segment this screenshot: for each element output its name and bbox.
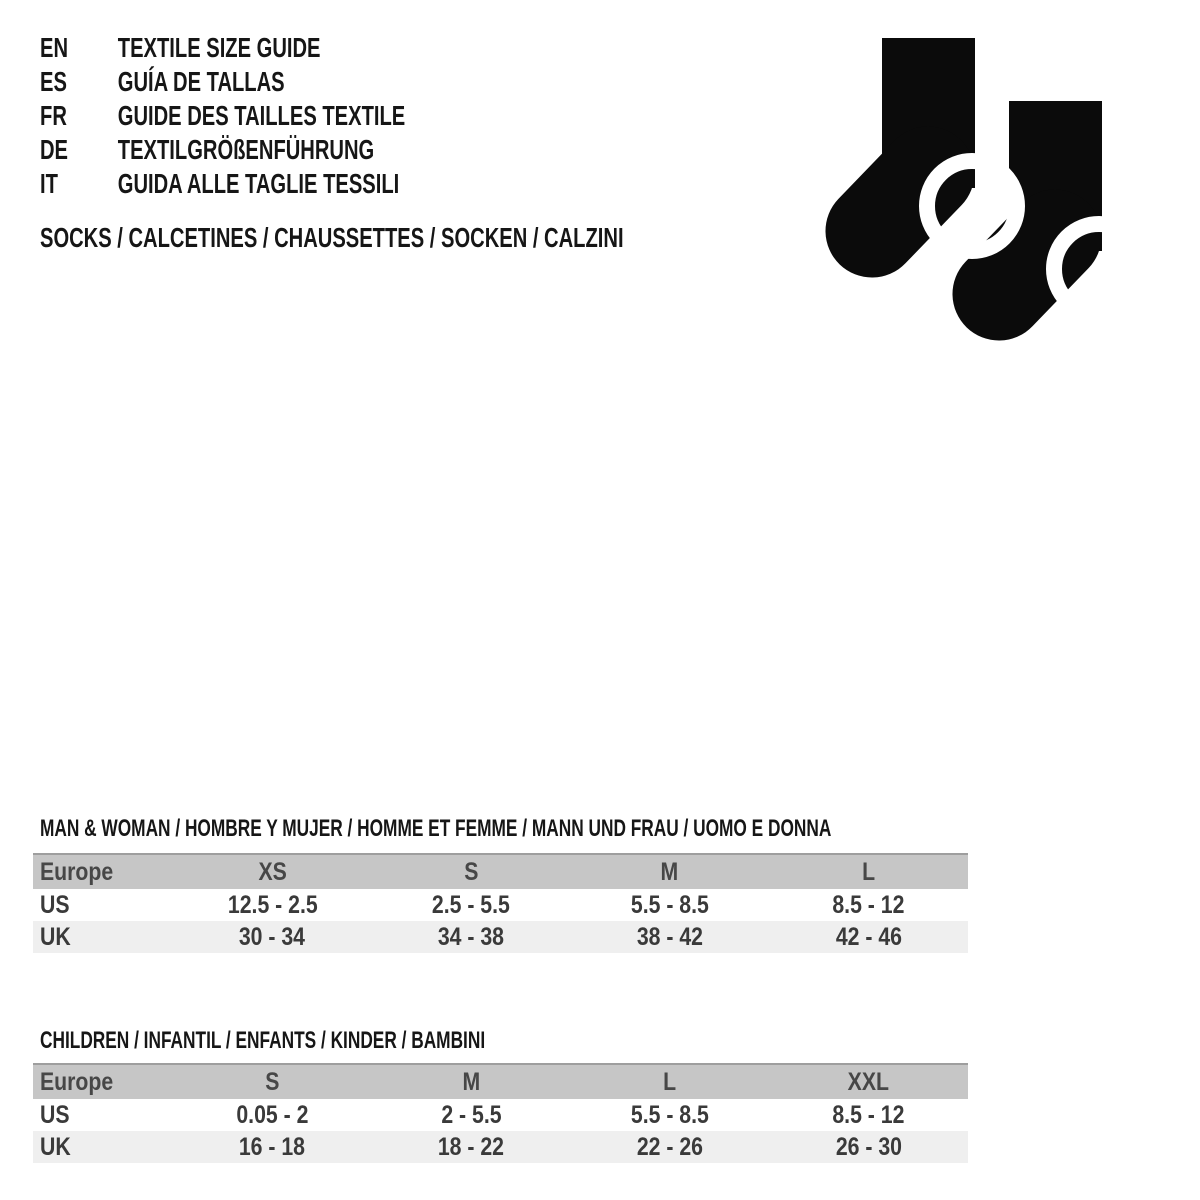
- header-cell: [571, 1068, 770, 1097]
- size-table-children: [33, 1063, 968, 1163]
- cell-text: 30 - 34: [239, 922, 306, 951]
- header-cell-text: Europe: [40, 857, 114, 886]
- section-title-children: CHILDREN / INFANTIL / ENFANTS / KINDER / BAMBINI: [40, 1027, 486, 1054]
- cell-text: 38 - 42: [636, 922, 703, 951]
- header-cell: [173, 858, 372, 887]
- language-code: DE: [40, 134, 69, 165]
- language-row: [40, 31, 405, 65]
- row-label-cell: [33, 923, 173, 952]
- language-label: GUIDA ALLE TAGLIE TESSILI: [117, 168, 400, 199]
- section-title-adults: MAN & WOMAN / HOMBRE Y MUJER / HOMME ET FEMME / MANN UND FRAU / UOMO E DONNA: [40, 815, 832, 842]
- language-row: [40, 99, 405, 133]
- header-cell: [372, 1068, 571, 1097]
- table-row: [33, 1099, 968, 1131]
- cell-text: 18 - 22: [438, 1132, 505, 1161]
- header-cell: [769, 858, 968, 887]
- cell-text: 8.5 - 12: [832, 1100, 905, 1129]
- language-code: FR: [40, 100, 67, 131]
- cell-text: US: [40, 1100, 70, 1129]
- language-label: TEXTILGRÖßENFÜHRUNG: [117, 134, 375, 165]
- table-row: [33, 921, 968, 953]
- size-cell: [571, 1101, 770, 1130]
- socks-icon: [812, 38, 1112, 344]
- language-row: [40, 167, 405, 201]
- header-cell-text: L: [862, 857, 876, 886]
- size-cell: [769, 923, 968, 952]
- size-cell: [372, 923, 571, 952]
- size-cell: [372, 1101, 571, 1130]
- language-list: [40, 31, 547, 201]
- row-label-cell: [33, 1133, 173, 1162]
- language-row: [40, 133, 405, 167]
- header-cell: [33, 858, 173, 887]
- size-cell: [571, 891, 770, 920]
- cell-text: UK: [40, 1132, 71, 1161]
- header-cell: [571, 858, 770, 887]
- cell-text: 42 - 46: [835, 922, 902, 951]
- size-cell: [173, 1101, 372, 1130]
- size-cell: [173, 891, 372, 920]
- table-header-row: [33, 853, 968, 889]
- header-cell-text: XXL: [847, 1067, 890, 1096]
- size-cell: [769, 891, 968, 920]
- cell-text: 26 - 30: [835, 1132, 902, 1161]
- cell-text: UK: [40, 922, 71, 951]
- header-cell: [173, 1068, 372, 1097]
- cell-text: 5.5 - 8.5: [630, 1100, 709, 1129]
- row-label-cell: [33, 891, 173, 920]
- size-table-adults: [33, 853, 968, 953]
- size-cell: [571, 1133, 770, 1162]
- language-label: GUIDE DES TAILLES TEXTILE: [117, 100, 406, 131]
- cell-text: 2 - 5.5: [441, 1100, 502, 1129]
- cell-text: 16 - 18: [239, 1132, 306, 1161]
- language-label: GUÍA DE TALLAS: [117, 66, 285, 97]
- header-cell-text: S: [464, 857, 479, 886]
- header-cell: [372, 858, 571, 887]
- header-cell-text: S: [265, 1067, 280, 1096]
- table-row: [33, 889, 968, 921]
- cell-text: 34 - 38: [438, 922, 505, 951]
- cell-text: 22 - 26: [636, 1132, 703, 1161]
- cell-text: 8.5 - 12: [832, 890, 905, 919]
- header-cell: [769, 1068, 968, 1097]
- table-row: [33, 1131, 968, 1163]
- language-row: [40, 65, 405, 99]
- size-cell: [769, 1133, 968, 1162]
- cell-text: US: [40, 890, 70, 919]
- header-cell-text: M: [661, 857, 679, 886]
- product-subtitle: SOCKS / CALCETINES / CHAUSSETTES / SOCKEN / CALZINI: [40, 222, 624, 253]
- cell-text: 0.05 - 2: [236, 1100, 309, 1129]
- row-label-cell: [33, 1101, 173, 1130]
- header-cell-text: L: [663, 1067, 677, 1096]
- language-label: TEXTILE SIZE GUIDE: [117, 32, 321, 63]
- size-cell: [769, 1101, 968, 1130]
- size-cell: [173, 1133, 372, 1162]
- size-cell: [571, 923, 770, 952]
- header-cell-text: Europe: [40, 1067, 114, 1096]
- cell-text: 12.5 - 2.5: [227, 890, 318, 919]
- cell-text: 5.5 - 8.5: [630, 890, 709, 919]
- size-cell: [173, 923, 372, 952]
- cell-text: 2.5 - 5.5: [432, 890, 511, 919]
- language-code: ES: [40, 66, 67, 97]
- header-cell-text: M: [462, 1067, 480, 1096]
- language-code: IT: [40, 168, 58, 199]
- table-header-row: [33, 1063, 968, 1099]
- header-cell: [33, 1068, 173, 1097]
- header-cell-text: XS: [258, 857, 287, 886]
- size-cell: [372, 891, 571, 920]
- size-cell: [372, 1133, 571, 1162]
- language-code: EN: [40, 32, 69, 63]
